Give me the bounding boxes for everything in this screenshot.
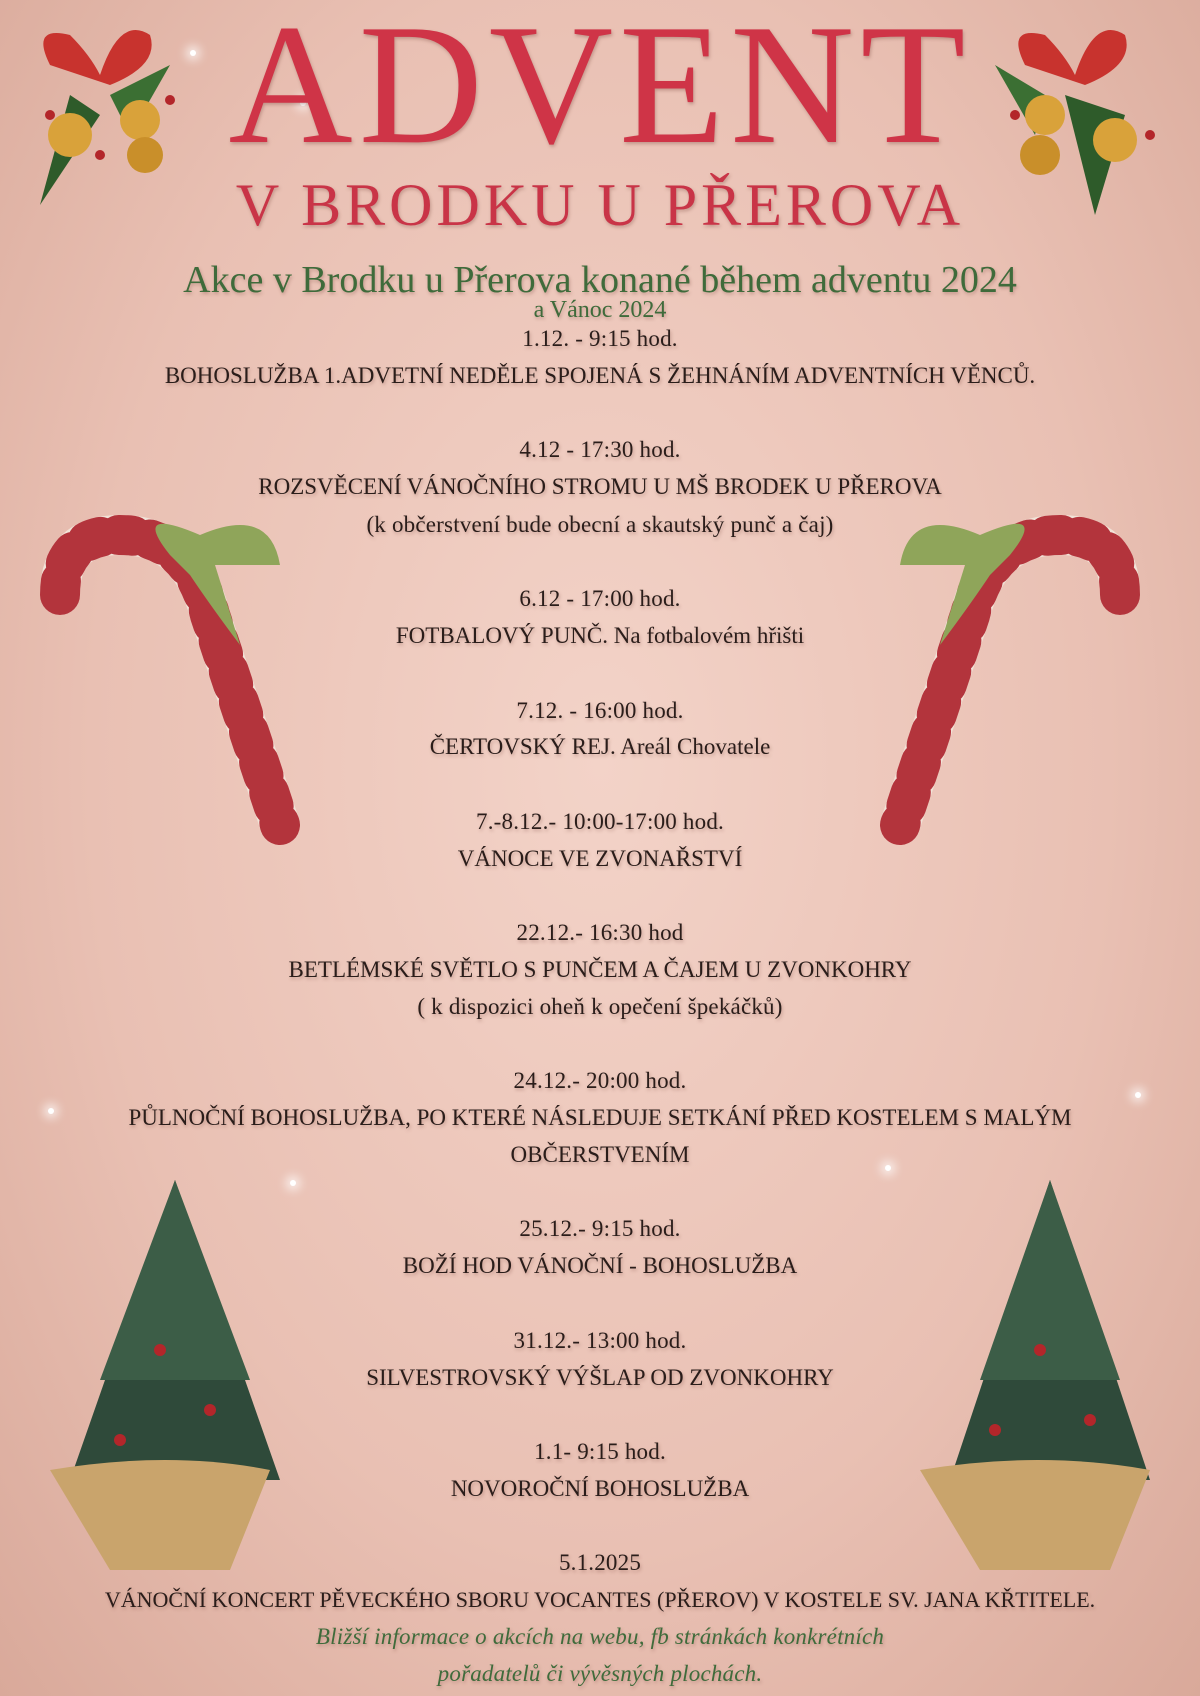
event-time: 25.12.- 9:15 hod. <box>519 1216 681 1241</box>
event-description: SILVESTROVSKÝ VÝŠLAP OD ZVONKOHRY <box>366 1365 834 1390</box>
event-description: VÁNOČNÍ KONCERT PĚVECKÉHO SBORU VOCANTES (PŘEROV) V KOSTELE SV. JANA KŘTITELE. <box>104 1587 1096 1612</box>
event-description: BOHOSLUŽBA 1.ADVETNÍ NEDĚLE SPOJENÁ S ŽEHNÁNÍM ADVENTNÍCH VĚNCŮ. <box>164 363 1036 388</box>
event-description: FOTBALOVÝ PUNČ. Na fotbalovém hřišti <box>395 623 805 648</box>
event-note: (k občerstvení bude obecní a skautský punč a čaj) <box>366 512 834 537</box>
poster-subtitle: V BRODKU U PŘEROVA <box>235 172 965 238</box>
event-description: BETLÉMSKÉ SVĚTLO S PUNČEM A ČAJEM U ZVONKOHRY <box>288 957 912 982</box>
event-description: ROZSVĚCENÍ VÁNOČNÍHO STROMU U MŠ BRODEK U PŘEROVA <box>258 474 942 499</box>
event-time: 7.-8.12.- 10:00-17:00 hod. <box>476 809 724 834</box>
event-time: 1.12. - 9:15 hod. <box>522 326 678 351</box>
poster-lead-year: a Vánoc 2024 <box>533 297 667 323</box>
event-note: ( k dispozici oheň k opečení špekáčků) <box>417 994 783 1019</box>
event-description: ČERTOVSKÝ REJ. Areál Chovatele <box>429 734 771 759</box>
event-description: BOŽÍ HOD VÁNOČNÍ - BOHOSLUŽBA <box>402 1253 798 1278</box>
event-description: OBČERSTVENÍM <box>510 1142 690 1167</box>
poster-title: ADVENT <box>228 0 972 180</box>
event-description: VÁNOCE VE ZVONAŘSTVÍ <box>457 846 743 871</box>
candy-cane-right-icon <box>880 505 1140 855</box>
event-time: 1.1- 9:15 hod. <box>534 1439 666 1464</box>
event-description: NOVOROČNÍ BOHOSLUŽBA <box>450 1476 750 1501</box>
event-time: 5.1.2025 <box>558 1550 642 1575</box>
event-time: 24.12.- 20:00 hod. <box>513 1068 687 1093</box>
poster-lead: Akce v Brodku u Přerova konané během adventu 2024 <box>183 259 1017 301</box>
event-description: PŮLNOČNÍ BOHOSLUŽBA, PO KTERÉ NÁSLEDUJE SETKÁNÍ PŘED KOSTELEM S MALÝM <box>128 1105 1072 1130</box>
sparkle-icon <box>290 1180 296 1186</box>
footer-info-line2: pořadatelů či vývěsných plochách. <box>437 1661 763 1686</box>
footer-info-line1: Bližší informace o akcích na webu, fb stránkách konkrétních <box>315 1624 885 1649</box>
event-time: 7.12. - 16:00 hod. <box>516 698 684 723</box>
event-time: 31.12.- 13:00 hod. <box>513 1328 687 1353</box>
event-time: 6.12 - 17:00 hod. <box>519 586 681 611</box>
event-time: 4.12 - 17:30 hod. <box>519 437 681 462</box>
candy-cane-left-icon <box>40 505 300 855</box>
event-time: 22.12.- 16:30 hod <box>516 920 684 945</box>
